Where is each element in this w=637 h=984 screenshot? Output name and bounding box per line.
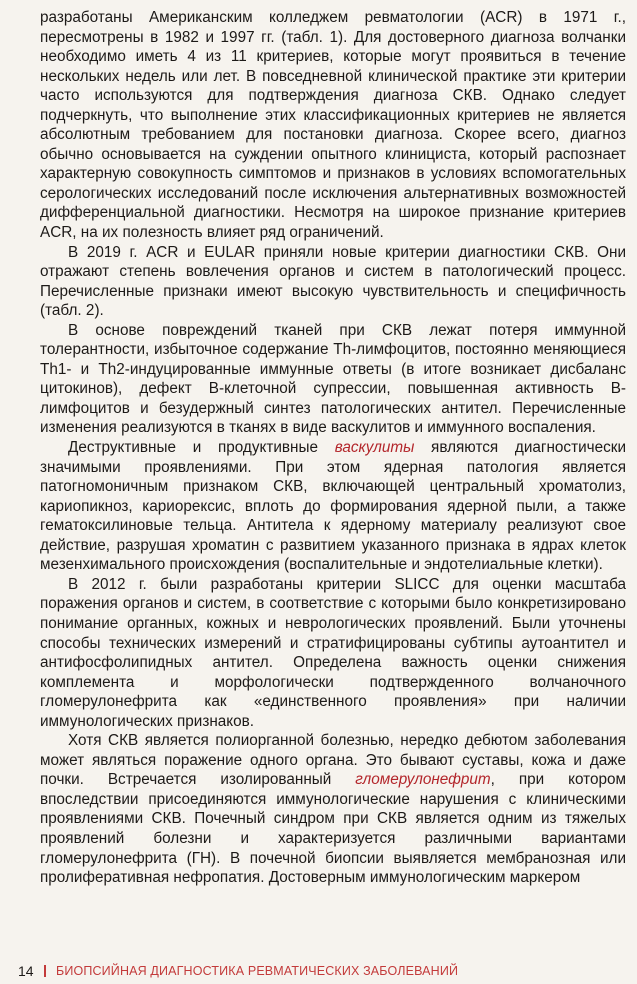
footer-divider [44,965,46,977]
paragraph-4 [40,438,626,575]
text-span: разработаны Американским колледжем ревматологии (ACR) в 1971 г., пересмотрены в 1982 и 1997 гг. (табл. 1). Для достоверного диагноза волчанки необходимо иметь 4 из 11 критериев, которые могут проявиться в течение нескольких недель или лет. В повседневной клинической практике эти критерии часто используются для подтверждения диагноза СКВ. Однако следует подчеркнуть, что выполнение этих классификационных критериев не является абсолютным требованием для постановки диагноза. Скорее всего, диагноз обычно основывается на суждении опытного клинициста, который распознает характерную совокупность симптомов и признаков в условиях вспомогательных серологических исследований после исключения альтернативных возможностей дифференциальной диагностики. Несмотря на широкое признание критериев ACR, на их полезность влияет ряд ограничений. [40,9,626,242]
body-text [40,8,626,888]
text-span: Деструктивные и продуктивные [68,439,335,457]
page-number: 14 [18,963,34,979]
text-span: Хотя СКВ является полиорганной болезнью, нередко дебютом заболевания может являться поражение одного органа. Это бывают суставы, кожа и даже почки. Встречается изолированный [40,732,626,789]
paragraph-6 [40,731,626,887]
text-span: , при котором впоследствии присоединяются иммунологические нарушения с клиническими проявлениями СКВ. Почечный синдром при СКВ является одним из тяжелых проявлений болезни и характеризуется различными вариантами гломерулонефрита (ГН). В почечной биопсии выявляется мембранозная или пролиферативная нефропатия. Достоверным иммунологическим маркером [40,771,626,887]
paragraph-5 [40,575,626,731]
paragraph-2 [40,243,626,321]
text-span: В 2019 г. ACR и EULAR приняли новые критерии диагностики СКВ. Они отражают степень вовлечения органов и систем в патологический процесс. Перечисленные признаки имеют высокую чувствительность и специфичность (табл. 2). [40,243,626,320]
text-span: В 2012 г. были разработаны критерии SLICC для оценки масштаба поражения органов и систем, в соответствие с которыми было конкретизировано понимание органных, кожных и неврологических проявлений. Были уточнены способы технических измерений и стратифицированы субтипы аутоантител и антифосфолипидных антител. Определена важность оценки снижения комплемента и морфологически подтвержденного волчаночного гломерулонефрита как «единственного проявления» при наличии иммунологических признаков. [40,575,626,730]
running-title: БИОПСИЙНАЯ ДИАГНОСТИКА РЕВМАТИЧЕСКИХ ЗАБОЛЕВАНИЙ [56,964,459,978]
text-span: являются диагностически значимыми проявлениями. При этом ядерная патология является патогномоничным признаком СКВ, включающей центральный хроматолиз, кариопикноз, кариорексис, вплоть до формирования ядерной пыли, а также гематоксилиновые тельца. Антитела к ядерному материалу реализуют свое действие, разрушая хроматин с развитием указанного признака в ядрах клеток мезенхимального происхождения (воспалительные и эндотелиальные клетки). [40,439,626,574]
paragraph-1 [40,8,626,243]
term-link-glomerulonephritis[interactable]: гломерулонефрит [355,771,491,789]
paragraph-3 [40,321,626,438]
term-link-vasculitis[interactable]: васкулиты [334,439,415,457]
text-span: В основе повреждений тканей при СКВ лежат потеря иммунной толерантности, избыточное содержание Th-лимфоцитов, постоянно меняющиеся Th1- и Th2-индуцированные иммунные ответы (в итоге возникает дисбаланс цитокинов), дефект В-клеточной супрессии, повышенная активность В-лимфоцитов и безудержный синтез патологических антител. Перечисленные изменения реализуются в тканях в виде васкулитов и иммунного воспаления. [40,321,626,437]
